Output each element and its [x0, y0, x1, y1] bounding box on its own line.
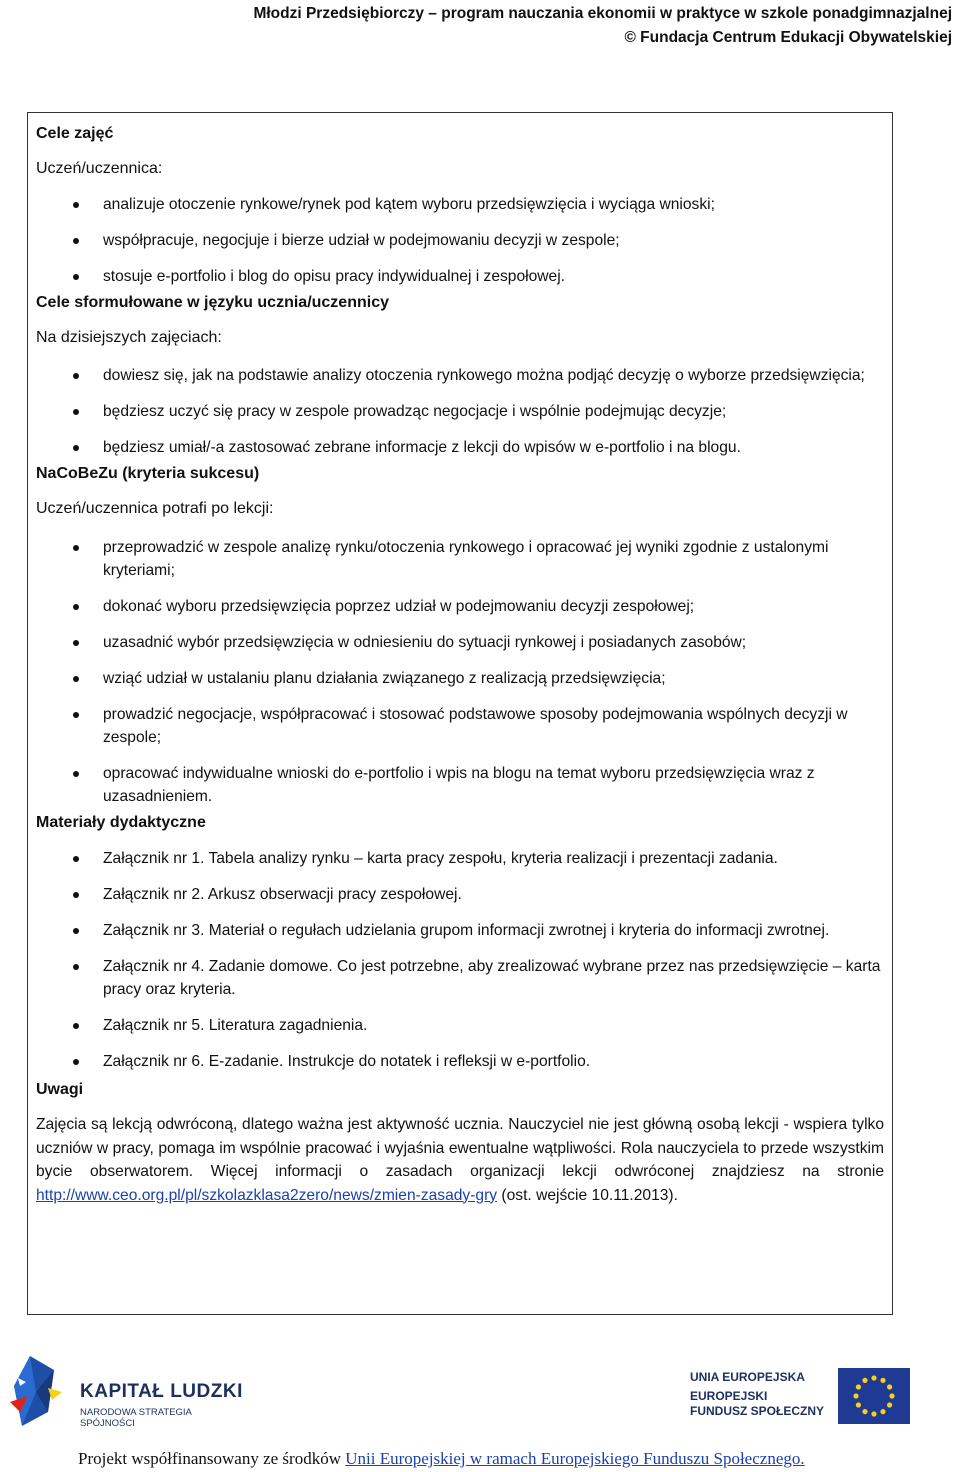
bullet-icon — [73, 373, 79, 379]
list-item: Załącznik nr 1. Tabela analizy rynku – karta pracy zespołu, kryteria realizacji i prezentacji zadania. — [36, 847, 884, 870]
student-goals-section — [36, 292, 884, 459]
list-item: prowadzić negocjacje, współpracować i stosować podstawowe sposoby podejmowania wspólnych decyzji w zespole; — [36, 703, 884, 749]
list-item: dokonać wyboru przedsięwzięcia poprzez udział w podejmowaniu decyzji zespołowej; — [36, 595, 884, 618]
bullet-icon — [73, 238, 79, 244]
materials-title: Materiały dydaktyczne — [36, 814, 206, 831]
notes-title: Uwagi — [36, 1081, 84, 1098]
eu-efs-logo — [684, 1368, 914, 1428]
bullet-icon — [73, 1023, 79, 1029]
list-item: analizuje otoczenie rynkowe/rynek pod kątem wyboru przedsięwzięcia i wyciąga wnioski; — [36, 193, 884, 216]
eu-logo-line1: UNIA EUROPEJSKA — [690, 1370, 805, 1384]
list-item: Załącznik nr 5. Literatura zagadnienia. — [36, 1014, 884, 1037]
list-item: Załącznik nr 3. Materiał o regułach udzielania grupom informacji zwrotnej i kryteria do informacji zwrotnej. — [36, 919, 884, 942]
funding-note: Projekt współfinansowany ze środków Unii Europejskiej w ramach Europejskiego Funduszu Społecznego. — [78, 1449, 805, 1468]
list-item: dowiesz się, jak na podstawie analizy otoczenia rynkowego można podjąć decyzję o wyborze przedsięwzięcia; — [36, 364, 884, 387]
bullet-icon — [73, 712, 79, 718]
bullet-icon — [73, 676, 79, 682]
materials-section — [36, 812, 884, 1073]
materials-list — [36, 847, 884, 1073]
goals-list — [36, 193, 884, 288]
kapital-ludzki-emblem-icon — [8, 1352, 72, 1434]
footer-logos — [0, 1348, 960, 1438]
bullet-icon — [73, 856, 79, 862]
list-item: opracować indywidualne wnioski do e-portfolio i wpis na blogu na temat wyboru przedsięwzięcia wraz z uzasadnieniem. — [36, 762, 884, 808]
list-item: Załącznik nr 2. Arkusz obserwacji pracy zespołowej. — [36, 883, 884, 906]
bullet-icon — [73, 274, 79, 280]
notes-section — [36, 1079, 884, 1207]
criteria-intro: Uczeń/uczennica potrafi po lekcji: — [36, 500, 274, 517]
bullet-icon — [73, 928, 79, 934]
kapital-ludzki-logo — [8, 1352, 248, 1434]
goals-section — [36, 123, 884, 288]
student-goals-intro: Na dzisiejszych zajęciach: — [36, 329, 222, 346]
list-item: współpracuje, negocjuje i bierze udział w podejmowaniu decyzji w zespole; — [36, 229, 884, 252]
bullet-icon — [73, 771, 79, 777]
bullet-icon — [73, 604, 79, 610]
header-program-title: Młodzi Przedsiębiorczy – program nauczania ekonomii w praktyce w szkole ponadgimnazjalnej — [253, 5, 952, 22]
eu-logo-line3: FUNDUSZ SPOŁECZNY — [690, 1404, 825, 1418]
document-header — [253, 2, 952, 50]
criteria-title: NaCoBeZu (kryteria sukcesu) — [36, 465, 260, 482]
list-item: będziesz uczyć się pracy w zespole prowadząc negocjacje i wspólnie podejmując decyzje; — [36, 400, 884, 423]
goals-intro: Uczeń/uczennica: — [36, 160, 163, 177]
list-item: przeprowadzić w zespole analizę rynku/otoczenia rynkowego i opracować jej wyniki zgodnie z ustalonymi kryteriami; — [36, 536, 884, 582]
notes-paragraph: Zajęcia są lekcją odwróconą, dlatego ważna jest aktywność ucznia. Nauczyciel nie jest główną osobą lekcji - wspiera tylko uczniów w pracy, pomaga im wspólnie pracować i wyjaśnia ewentualne wątpliwości. Rola nauczyciela to przede wszystkim bycie obserwatorem. Więcej informacji o zasadach organizacji lekcji odwróconej znajdziesz na stronie http://www.ceo.org.pl/pl/szkolazklasa2zero/news/zmien-zasady-gry (ost. wejście 10.11.2013). — [36, 1116, 884, 1204]
bullet-icon — [73, 409, 79, 415]
list-item: stosuje e-portfolio i blog do opisu pracy indywidualnej i zespołowej. — [36, 265, 884, 288]
header-copyright: © Fundacja Centrum Edukacji Obywatelskiej — [624, 29, 952, 46]
kapital-ludzki-title: KAPITAŁ LUDZKI — [80, 1381, 243, 1402]
ceo-link[interactable]: http://www.ceo.org.pl/pl/szkolazklasa2zero/news/zmien-zasady-gry — [36, 1186, 498, 1204]
student-goals-list — [36, 364, 884, 459]
criteria-section — [36, 463, 884, 808]
bullet-icon — [73, 964, 79, 970]
bullet-icon — [73, 445, 79, 451]
eu-logo-line2: EUROPEJSKI — [690, 1389, 768, 1403]
student-goals-title: Cele sformułowane w języku ucznia/uczennicy — [36, 294, 389, 311]
goals-title: Cele zajęć — [36, 125, 114, 142]
list-item: wziąć udział w ustalaniu planu działania związanego z realizacją przedsięwzięcia; — [36, 667, 884, 690]
bullet-icon — [73, 640, 79, 646]
list-item: Załącznik nr 4. Zadanie domowe. Co jest potrzebne, aby zrealizować wybrane przez nas przedsięwzięcie – karta pracy oraz kryteria. — [36, 955, 884, 1001]
criteria-list — [36, 536, 884, 808]
bullet-icon — [73, 202, 79, 208]
list-item: będziesz umiał/-a zastosować zebrane informacje z lekcji do wpisów w e-portfolio i na blogu. — [36, 436, 884, 459]
eu-flag-icon — [838, 1368, 910, 1424]
bullet-icon — [73, 545, 79, 551]
bullet-icon — [73, 892, 79, 898]
kapital-ludzki-subtitle: NARODOWA STRATEGIA SPÓJNOŚCI — [80, 1407, 192, 1429]
funding-link[interactable]: Unii Europejskiej w ramach Europejskiego Funduszu Społecznego. — [345, 1449, 805, 1468]
list-item: uzasadnić wybór przedsięwzięcia w odniesieniu do sytuacji rynkowej i posiadanych zasobów; — [36, 631, 884, 654]
bullet-icon — [73, 1059, 79, 1065]
lesson-content-box — [27, 112, 893, 1315]
list-item: Załącznik nr 6. E-zadanie. Instrukcje do notatek i refleksji w e-portfolio. — [36, 1050, 884, 1073]
